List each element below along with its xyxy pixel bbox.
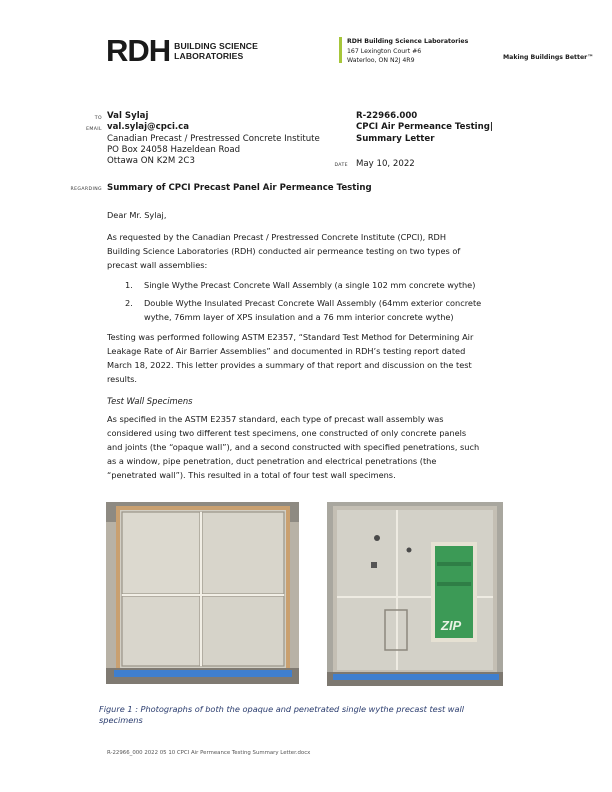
- caption-line-2: specimens: [99, 714, 143, 725]
- section-subheading: Test Wall Specimens: [107, 396, 193, 406]
- logo-wordmark: [174, 41, 258, 61]
- p3-line: considered using two different test specimens, one constructed of only concrete panels: [107, 428, 467, 438]
- opaque-wall-photo: [106, 502, 299, 684]
- paragraph-3: [107, 412, 517, 482]
- p2-line: Leakage Rate of Air Barrier Assemblies” and documented in RDH’s testing report dated: [107, 346, 466, 356]
- p1-line: As requested by the Canadian Precast / Prestressed Concrete Institute (CPCI), RDH: [107, 232, 447, 242]
- list-line: Single Wythe Precast Concrete Wall Assembly (a single 102 mm concrete wythe): [144, 280, 476, 290]
- list-line: wythe, 76mm layer of XPS insulation and a 76 mm interior concrete wythe): [144, 312, 454, 322]
- recipient-name: Val Sylaj: [107, 111, 149, 121]
- caption-line-1: Figure 1 : Photographs of both the opaque and penetrated single wythe precast test wall: [99, 704, 465, 714]
- letter-body: [107, 208, 517, 482]
- reference-title-2: Summary Letter: [356, 133, 435, 144]
- rdh-logo-mark: [106, 33, 171, 68]
- logo-mark-text: RDH: [106, 33, 171, 68]
- list-item: [125, 296, 517, 324]
- list-number: 2.: [125, 298, 133, 308]
- accent-divider: [339, 37, 342, 63]
- logo-line-2: LABORATORIES: [174, 51, 244, 61]
- reference-number: R-22966.000: [356, 111, 418, 121]
- assembly-list: [125, 278, 517, 324]
- p2-line: March 18, 2022. This letter provides a summary of that report and discussion on the test: [107, 360, 472, 370]
- regarding-text: Summary of CPCI Precast Panel Air Permeance Testing: [107, 183, 372, 193]
- regarding-label: REGARDING: [70, 187, 102, 192]
- to-label: TO: [94, 116, 102, 121]
- recipient-city: Ottawa ON K2M 2C3: [107, 156, 195, 167]
- letter-date: May 10, 2022: [356, 159, 415, 169]
- document-footer: R-22966_000 2022 05 10 CPCI Air Permeance Testing Summary Letter.docx: [107, 750, 311, 756]
- p2-line: results.: [107, 374, 138, 384]
- zip-label: ZIP: [441, 618, 462, 633]
- p1-line: precast wall assemblies:: [107, 260, 208, 270]
- recipient-email[interactable]: val.sylaj@cpci.ca: [107, 122, 190, 133]
- p3-line: As specified in the ASTM E2357 standard, each type of precast wall assembly was: [107, 414, 444, 424]
- email-label: EMAIL: [86, 127, 102, 132]
- penetrated-wall-photo: [327, 502, 503, 686]
- logo-line-1: BUILDING SCIENCE: [174, 41, 258, 51]
- tagline: Making Buildings Better™: [503, 54, 594, 61]
- recipient-block: [107, 111, 320, 167]
- figure-caption: [99, 704, 519, 725]
- paragraph-2: [107, 330, 517, 386]
- p1-line: Building Science Laboratories (RDH) conducted air permeance testing on two types of: [107, 246, 461, 256]
- salutation: Dear Mr. Sylaj,: [107, 210, 167, 220]
- list-line: Double Wythe Insulated Precast Concrete Wall Assembly (64mm exterior concrete: [144, 298, 482, 308]
- list-number: 1.: [125, 280, 133, 290]
- p3-line: and joints (the “opaque wall”), and a second constructed with specified penetrations, such: [107, 442, 480, 452]
- p2-line: Testing was performed following ASTM E2357, “Standard Test Method for Determining Air: [107, 332, 474, 342]
- p3-line: “penetrated wall”). This resulted in a total of four test wall specimens.: [107, 470, 396, 480]
- address-line-1: 167 Lexington Court #6: [347, 47, 422, 55]
- address-line-2: Waterloo, ON N2J 4R9: [347, 57, 415, 64]
- org-name: RDH Building Science Laboratories: [347, 38, 469, 45]
- paragraph-1: [107, 230, 517, 272]
- recipient-po: PO Box 24058 Hazeldean Road: [107, 144, 241, 155]
- letterhead-address: [347, 37, 468, 66]
- rdh-logo: [106, 33, 258, 68]
- reference-block: [356, 111, 493, 145]
- list-item: [125, 278, 517, 292]
- date-label: DATE: [334, 163, 348, 168]
- p3-line: as a window, pipe penetration, duct penetration and electrical penetrations (the: [107, 456, 437, 466]
- reference-title-1: CPCI Air Permeance Testing|: [356, 122, 494, 133]
- recipient-org: Canadian Precast / Prestressed Concrete Institute: [107, 133, 320, 144]
